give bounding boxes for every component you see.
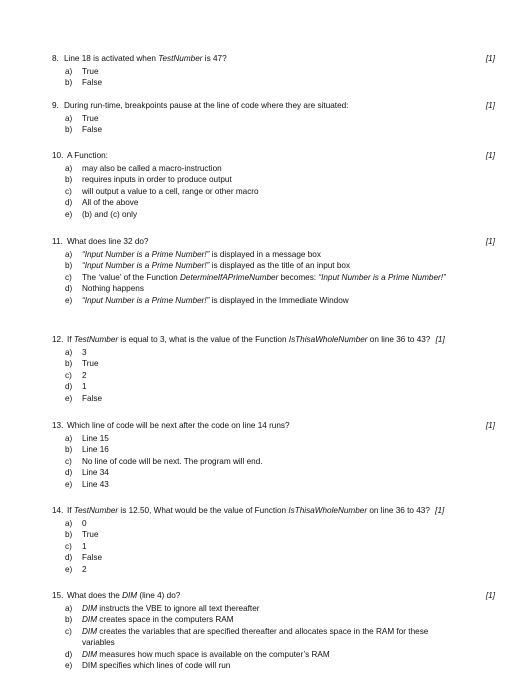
option-text <box>82 250 321 259</box>
option-letter: a) <box>65 348 73 357</box>
text-segment: A Function: <box>67 151 108 160</box>
option-letter: a) <box>65 250 73 259</box>
question-number: 8. <box>52 54 59 63</box>
option-letter: b) <box>65 445 73 455</box>
option-text <box>82 468 109 477</box>
answer-option <box>65 124 102 135</box>
text-segment: Line 16 <box>82 445 109 455</box>
text-segment: TestNumber <box>73 335 119 344</box>
mark-allocation: [1] <box>485 591 495 600</box>
text-segment: What does the <box>67 591 123 600</box>
answer-option <box>65 649 465 660</box>
question-text <box>52 506 444 515</box>
text-segment: DIM <box>82 604 98 613</box>
options-list <box>65 518 102 575</box>
option-text <box>82 371 87 380</box>
question-number: 13. <box>52 421 64 430</box>
option-letter: e) <box>65 564 73 574</box>
answer-option <box>65 467 263 478</box>
option-letter: e) <box>65 209 73 219</box>
option-letter: a) <box>65 67 73 76</box>
text-segment: measures how much space is available on the computer’s RAM <box>97 649 330 659</box>
option-letter: d) <box>65 649 73 659</box>
text-segment: instructs the VBE to ignore all text thereafter <box>97 604 260 613</box>
mark-allocation: [1] <box>485 54 495 63</box>
question-number: 10. <box>52 151 64 160</box>
option-letter: b) <box>65 78 73 88</box>
option-text <box>82 67 99 76</box>
answer-option <box>65 603 465 614</box>
answer-option <box>65 433 263 444</box>
text-segment: All of the above <box>82 198 139 208</box>
option-text <box>82 615 234 624</box>
options-list <box>65 603 465 671</box>
option-text <box>82 553 102 562</box>
answer-option <box>65 209 259 220</box>
answer-option <box>65 456 263 467</box>
text-segment: 2 <box>82 370 87 380</box>
text-segment: The ‘value’ of the Function <box>82 272 181 282</box>
text-segment: What does line 32 do? <box>67 237 149 246</box>
answer-option <box>65 381 102 392</box>
answer-option <box>65 283 465 294</box>
option-letter: c) <box>65 370 72 380</box>
option-text <box>82 272 462 283</box>
answer-option <box>65 295 465 306</box>
option-text <box>82 175 232 184</box>
question-number: 12. <box>52 335 64 344</box>
options-list <box>65 249 465 306</box>
answer-option <box>65 370 102 381</box>
text-segment: DIM <box>122 591 138 600</box>
option-letter: b) <box>65 261 73 271</box>
text-segment: True <box>82 530 99 540</box>
mark-allocation: [1] <box>485 237 495 246</box>
text-segment: is displayed in the Immediate Window <box>209 295 349 305</box>
option-letter: c) <box>65 272 72 282</box>
option-letter: c) <box>65 456 72 466</box>
option-letter: e) <box>65 393 73 403</box>
answer-option <box>65 660 465 671</box>
text-segment: is 12.50, What would be the value of Function <box>118 506 289 515</box>
text-segment: If <box>67 506 74 515</box>
question-number: 9. <box>52 101 59 110</box>
option-text <box>82 650 330 659</box>
text-segment: DIM <box>82 626 98 636</box>
text-segment: During run-time, breakpoints pause at the line of code where they are situated: <box>64 101 349 110</box>
text-segment: 1 <box>82 541 87 551</box>
option-letter: c) <box>65 541 72 551</box>
option-text <box>82 210 137 219</box>
option-letter: b) <box>65 530 73 540</box>
answer-option <box>65 626 465 649</box>
option-text <box>82 284 144 293</box>
text-segment: “Input Number is a Prime Number!” <box>82 261 210 271</box>
text-segment: is equal to 3, what is the value of the Function <box>118 335 289 344</box>
option-text <box>82 394 102 403</box>
option-text <box>82 480 109 489</box>
option-letter: d) <box>65 198 73 208</box>
answer-option <box>65 614 465 625</box>
option-letter: c) <box>65 626 72 636</box>
option-letter: d) <box>65 382 73 392</box>
text-segment: may also be called a macro-instruction <box>82 164 222 173</box>
option-text <box>82 519 87 528</box>
option-text <box>82 114 99 123</box>
option-text <box>82 457 263 466</box>
option-text <box>82 661 230 670</box>
text-segment: IsThisaWholeNumber <box>288 335 368 344</box>
mark-allocation: [1] <box>433 335 445 344</box>
option-text <box>82 604 259 613</box>
option-text <box>82 530 99 539</box>
question-text <box>52 237 148 246</box>
answer-option <box>65 541 102 552</box>
text-segment: is displayed in a message box <box>209 250 321 259</box>
option-letter: b) <box>65 175 73 185</box>
option-letter: d) <box>65 284 73 294</box>
options-list <box>65 433 263 490</box>
option-letter: a) <box>65 164 73 173</box>
mark-allocation: [1] <box>485 151 495 160</box>
question-text <box>52 335 445 344</box>
option-text <box>82 187 259 196</box>
text-segment: is 47? <box>202 54 227 63</box>
option-text <box>82 565 87 574</box>
answer-option <box>65 347 102 358</box>
text-segment: Line 34 <box>82 468 109 478</box>
options-list <box>65 113 102 136</box>
text-segment: Nothing happens <box>82 284 144 294</box>
option-text <box>82 434 109 443</box>
answer-option <box>65 186 259 197</box>
text-segment: False <box>82 553 103 563</box>
text-segment: “Input Number is a Prime Number!” <box>82 295 210 305</box>
text-segment: (line 4) do? <box>137 591 181 600</box>
text-segment: DIM specifies which lines of code will run <box>82 660 231 670</box>
text-segment: requires inputs in order to produce output <box>82 175 232 185</box>
text-segment: Line 43 <box>82 479 109 489</box>
mark-allocation: [1] <box>432 506 445 515</box>
text-segment: If <box>67 335 74 344</box>
option-text <box>82 382 87 391</box>
text-segment: on line 36 to 43? <box>367 506 430 515</box>
text-segment: (b) and (c) only <box>82 209 138 219</box>
option-text <box>82 445 109 454</box>
answer-option <box>65 272 465 283</box>
option-text <box>82 348 87 357</box>
text-segment: Which line of code will be next after the code on line 14 runs? <box>67 421 290 430</box>
text-segment: TestNumber <box>158 54 203 63</box>
answer-option <box>65 77 102 88</box>
answer-option <box>65 197 259 208</box>
answer-option <box>65 174 259 185</box>
text-segment: “Input Number is a Prime Number!” <box>82 250 210 259</box>
question-text <box>52 151 108 160</box>
option-letter: a) <box>65 114 73 123</box>
answer-option <box>65 444 263 455</box>
text-segment: Line 15 <box>82 434 109 443</box>
option-text <box>82 125 102 134</box>
option-letter: d) <box>65 468 73 478</box>
answer-option <box>65 358 102 369</box>
option-letter: a) <box>65 434 73 443</box>
answer-option <box>65 552 102 563</box>
text-segment: TestNumber <box>73 506 119 515</box>
text-segment: DetermineIfAPrimeNumber <box>180 272 279 282</box>
text-segment: 2 <box>82 564 87 574</box>
answer-option <box>65 564 102 575</box>
options-list <box>65 163 259 220</box>
text-segment: will output a value to a cell, range or other macro <box>82 186 259 196</box>
option-text <box>82 78 102 87</box>
text-segment: IsThisaWholeNumber <box>288 506 368 515</box>
text-segment: DIM <box>82 649 98 659</box>
question-text <box>52 591 180 600</box>
answer-option <box>65 529 102 540</box>
question-text <box>52 101 348 110</box>
option-letter: e) <box>65 660 73 670</box>
text-segment: 1 <box>82 382 87 392</box>
option-letter: d) <box>65 553 73 563</box>
text-segment: Line 18 is activated when <box>64 54 159 63</box>
text-segment: creates space in the computers RAM <box>97 615 234 625</box>
option-text <box>82 626 462 649</box>
question-text <box>52 54 227 63</box>
option-letter: c) <box>65 186 72 196</box>
text-segment: No line of code will be next. The program will end. <box>82 456 263 466</box>
question-number: 15. <box>52 591 64 600</box>
text-segment: True <box>82 114 99 123</box>
text-segment: False <box>82 78 103 88</box>
answer-option <box>65 393 102 404</box>
option-text <box>82 164 222 173</box>
option-text <box>82 542 87 551</box>
option-letter: b) <box>65 615 73 625</box>
text-segment: True <box>82 67 99 76</box>
question-number: 11. <box>52 237 63 246</box>
question-number: 14. <box>52 506 64 515</box>
text-segment: 0 <box>82 519 87 528</box>
answer-option <box>65 66 102 77</box>
text-segment: on line 36 to 43? <box>367 335 431 344</box>
option-letter: e) <box>65 479 73 489</box>
text-segment: False <box>82 125 103 135</box>
option-text <box>82 198 138 207</box>
text-segment: True <box>82 359 99 369</box>
answer-option <box>65 113 102 124</box>
answer-option <box>65 479 263 490</box>
option-letter: a) <box>65 519 73 528</box>
text-segment: “Input Number is a Prime Number!” <box>318 272 446 282</box>
answer-option <box>65 260 465 271</box>
text-segment: 3 <box>82 348 87 357</box>
text-segment: becomes: <box>278 272 319 282</box>
option-letter: e) <box>65 295 73 305</box>
options-list <box>65 66 102 89</box>
option-text <box>82 261 350 270</box>
mark-allocation: [1] <box>485 101 495 110</box>
text-segment: is displayed as the title of an input box <box>209 261 351 271</box>
option-text <box>82 296 349 305</box>
answer-option <box>65 163 259 174</box>
text-segment: creates the variables that are specified thereafter and allocates space in the RAM for these variables <box>82 626 429 648</box>
text-segment: DIM <box>82 615 98 625</box>
option-text <box>82 359 99 368</box>
question-text <box>52 421 290 430</box>
option-letter: b) <box>65 125 73 135</box>
answer-option <box>65 249 465 260</box>
mark-allocation: [1] <box>485 421 495 430</box>
option-letter: b) <box>65 359 73 369</box>
text-segment: False <box>82 393 103 403</box>
answer-option <box>65 518 102 529</box>
option-letter: a) <box>65 604 73 613</box>
options-list <box>65 347 102 404</box>
